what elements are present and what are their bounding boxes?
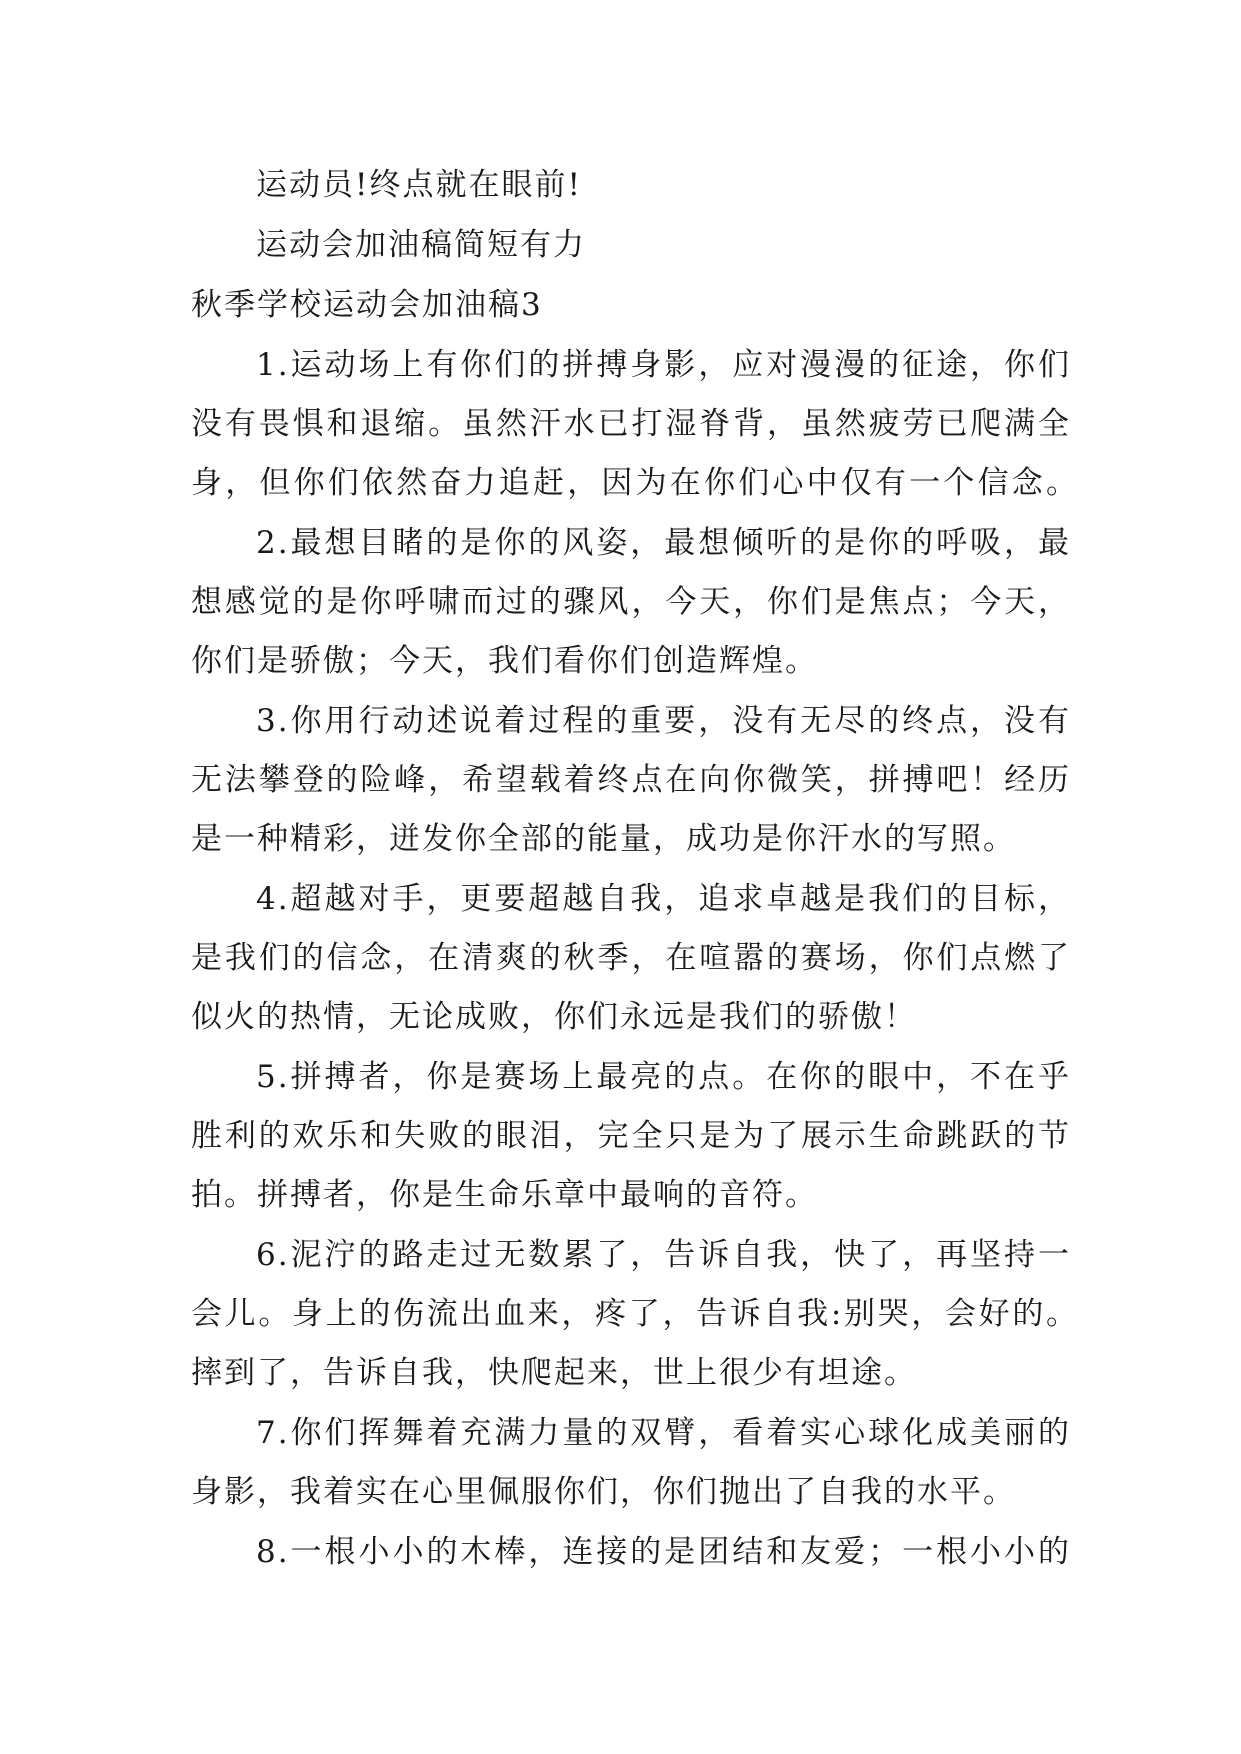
paragraph-line: 胜利的欢乐和失败的眼泪，完全只是为了展示生命跳跃的节 bbox=[191, 1118, 1071, 1154]
paragraph-line: 想感觉的是你呼啸而过的骤风，今天，你们是焦点；今天， bbox=[191, 584, 1071, 620]
paragraph-line: 5.拼搏者，你是赛场上最亮的点。在你的眼中，不在乎 bbox=[256, 1059, 1071, 1095]
paragraph-line: 似火的热情，无论成败，你们永远是我们的骄傲！ bbox=[191, 999, 917, 1035]
paragraph-line: 6.泥泞的路走过无数累了，告诉自我，快了，再坚持一 bbox=[256, 1237, 1071, 1273]
paragraph-line: 是我们的信念，在清爽的秋季，在喧嚣的赛场，你们点燃了 bbox=[191, 940, 1071, 976]
section-heading: 秋季学校运动会加油稿3 bbox=[191, 287, 543, 323]
paragraph-line: 1.运动场上有你们的拼搏身影，应对漫漫的征途，你们 bbox=[256, 347, 1071, 383]
paragraph-line: 7.你们挥舞着充满力量的双臂，看着实心球化成美丽的 bbox=[256, 1415, 1071, 1451]
paragraph-line: 8.一根小小的木棒，连接的是团结和友爱；一根小小的 bbox=[256, 1534, 1071, 1570]
text-line: 运动员!终点就在眼前! bbox=[256, 167, 582, 203]
paragraph-line: 摔到了，告诉自我，快爬起来，世上很少有坦途。 bbox=[191, 1355, 917, 1391]
paragraph-line: 你们是骄傲；今天，我们看你们创造辉煌。 bbox=[191, 643, 818, 679]
paragraph-line: 身，但你们依然奋力追赶，因为在你们心中仅有一个信念。 bbox=[191, 465, 1079, 501]
paragraph-line: 没有畏惧和退缩。虽然汗水已打湿脊背，虽然疲劳已爬满全 bbox=[191, 406, 1071, 442]
paragraph-line: 是一种精彩，迸发你全部的能量，成功是你汗水的写照。 bbox=[191, 821, 1016, 857]
text-line: 运动会加油稿简短有力 bbox=[256, 227, 586, 263]
paragraph-line: 会儿。身上的伤流出血来，疼了，告诉自我:别哭，会好的。 bbox=[191, 1296, 1079, 1332]
paragraph-line: 4.超越对手，更要超越自我，追求卓越是我们的目标， bbox=[256, 881, 1071, 917]
paragraph-line: 拍。拼搏者，你是生命乐章中最响的音符。 bbox=[191, 1177, 818, 1213]
paragraph-line: 身影，我着实在心里佩服你们，你们抛出了自我的水平。 bbox=[191, 1474, 1016, 1510]
paragraph-line: 3.你用行动述说着过程的重要，没有无尽的终点，没有 bbox=[256, 703, 1071, 739]
paragraph-line: 无法攀登的险峰，希望载着终点在向你微笑，拼搏吧！经历 bbox=[191, 762, 1071, 798]
paragraph-line: 2.最想目睹的是你的风姿，最想倾听的是你的呼吸，最 bbox=[256, 525, 1071, 561]
